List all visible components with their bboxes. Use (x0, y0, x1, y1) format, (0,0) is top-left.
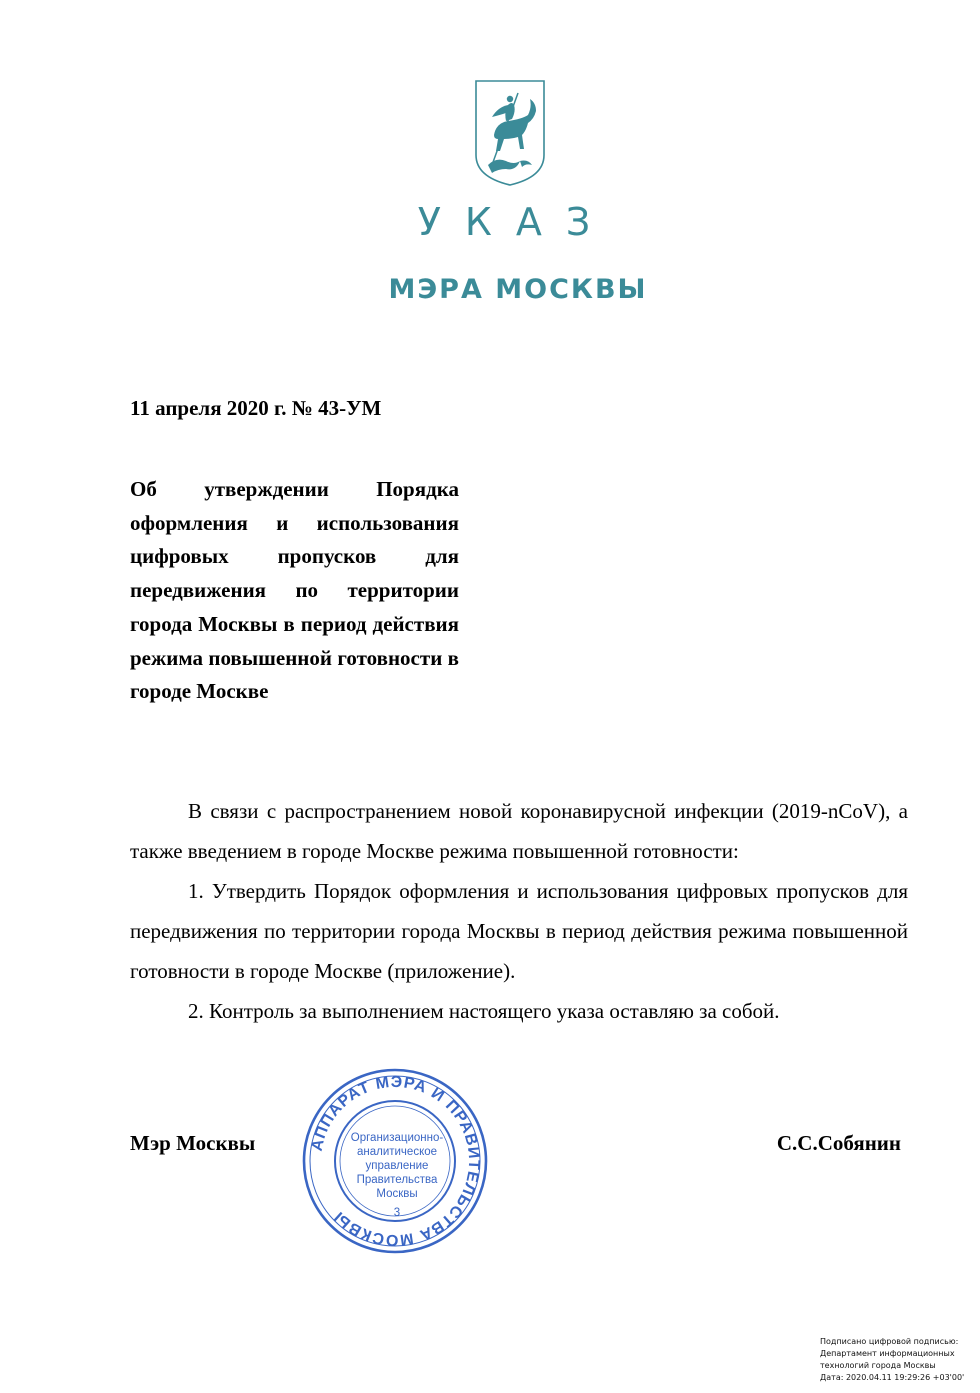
official-stamp (300, 1066, 490, 1256)
digital-signature-line-4: Дата: 2020.04.11 19:29:26 +03'00' (820, 1373, 965, 1382)
stamp-number: 3 (393, 1207, 401, 1219)
stamp-inner-line-5: Москвы (376, 1188, 418, 1200)
stamp-outer-text: АППАРАТ МЭРА И ПРАВИТЕЛЬСТВА МОСКВЫ (308, 1073, 483, 1249)
signer-title: Мэр Москвы (130, 1131, 256, 1155)
decree-preamble: В связи с распространением новой коронавирусной инфекции (2019-nCoV), а также введением в городе Москве режима повышенной готовности: (130, 799, 908, 863)
digital-signature-line-3: технологий города Москвы (820, 1361, 936, 1370)
decree-title: УКАЗ (417, 200, 615, 244)
stamp-inner-line-1: Организационно- (350, 1132, 444, 1144)
decree-item-2: 2. Контроль за выполнением настоящего указа оставляю за собой. (188, 999, 780, 1023)
decree-item-1: 1. Утвердить Порядок оформления и использования цифровых пропусков для передвижения по территории города Москвы в период действия режима повышенной готовности в городе Москве (приложение). (130, 879, 908, 983)
digital-signature-line-2: Департамент информационных (820, 1349, 955, 1358)
stamp-inner-line-4: Правительства (356, 1174, 438, 1186)
stamp-inner-line-2: аналитическое (356, 1146, 438, 1158)
decree-subtitle: МЭРА МОСКВЫ (388, 274, 648, 305)
decree-date-number: 11 апреля 2020 г. № 43-УМ (130, 396, 382, 420)
digital-signature-line-1: Подписано цифровой подписью: (820, 1337, 959, 1346)
signer-name: С.С.Собянин (776, 1131, 901, 1155)
decree-subject: Об утверждении Порядка оформления и использования цифровых пропусков для передвижения по территории города Москвы в период действия режима повышенной готовности в городе Москве (130, 477, 459, 704)
moscow-coat-of-arms-icon (472, 77, 548, 189)
digital-signature-block (820, 1336, 970, 1384)
decree-body (130, 791, 908, 1031)
stamp-inner-line-3: управление (365, 1160, 429, 1172)
